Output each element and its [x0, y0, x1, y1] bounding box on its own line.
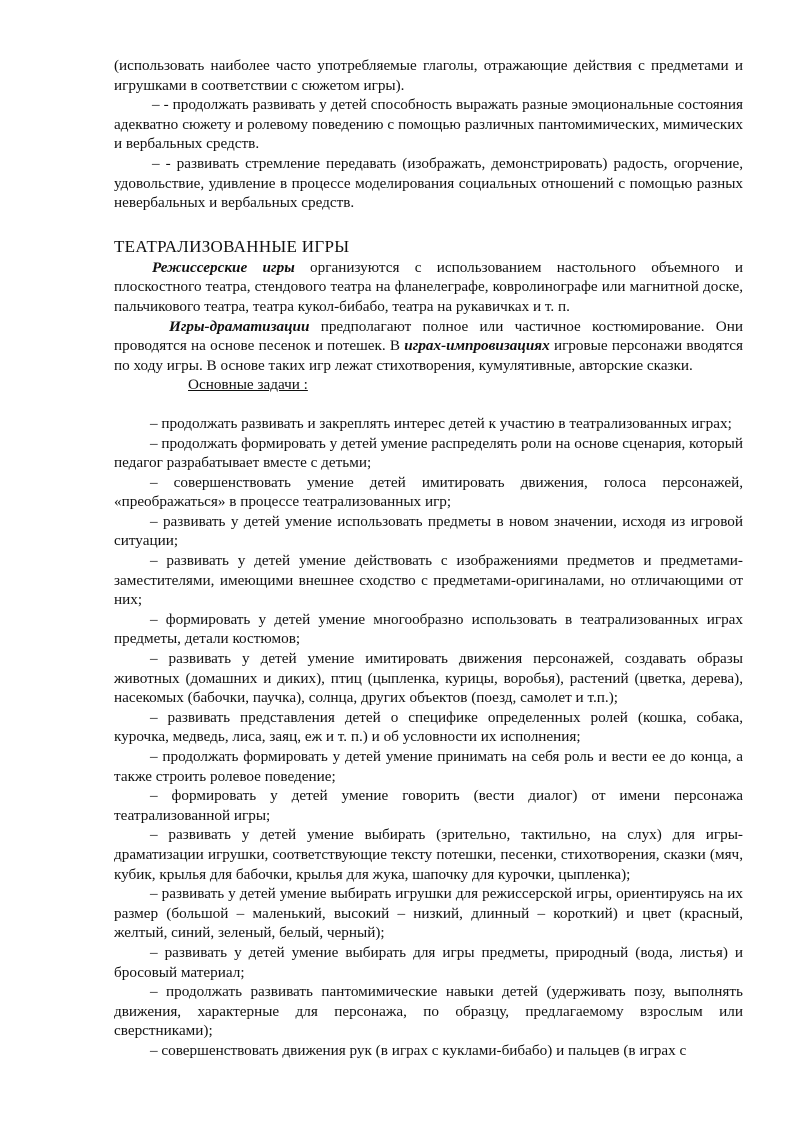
task-item: – совершенствовать движения рук (в играх с куклами-бибабо) и пальцев (в играх с: [150, 1041, 687, 1059]
task-item: – развивать у детей умение использовать предметы в новом значении, исходя из игровой ситуации;: [114, 512, 743, 550]
task-item: – продолжать развивать и закреплять интерес детей к участию в театрализованных играх;: [150, 414, 732, 432]
term-improvisation: играх-импровизациях: [404, 337, 550, 355]
blank-line: [114, 395, 743, 414]
term-dramatization: Игры-драматизации: [169, 317, 310, 335]
term-directors-games: Режиссерские игры: [152, 258, 295, 276]
task-item: – формировать у детей умение говорить (вести диалог) от имени персонажа театрализованной игры;: [114, 787, 743, 824]
dramatization-paragraph: [114, 317, 743, 376]
task-item: – продолжать формировать у детей умение принимать на себя роль и вести ее до конца, а также строить ролевое поведение;: [114, 748, 743, 785]
task-item: – совершенствовать умение детей имитировать движения, голоса персонажей, «преображаться» в процессе театрализованных игр;: [114, 473, 743, 511]
task-item: – развивать представления детей о специфике определенных ролей (кошка, собака, курочка, медведь, лиса, заяц, еж и т. п.) и об условности их исполнения;: [114, 708, 743, 746]
intro-paragraph: (использовать наиболее часто употребляемые глаголы, отражающие действия с предметами и игрушками в соответствии с сюжетом игры).: [114, 57, 743, 94]
tasks-subtitle: Основные задачи :: [188, 376, 308, 394]
paragraph-text: организуются с использованием настольного объемного и плоскостного театра, стендового театра на фланелеграфе, ковролинографе или магнитной доске, пальчикового театра, театра кукол-бибабо, театра на рукавичках и т. п.: [114, 258, 743, 315]
task-item: – развивать у детей умение выбирать (зрительно, тактильно, на слух) для игры-драматизации игрушки, соответствующие тексту потешки, песенки, стихотворения, сказки (мяч, кубик, крылья для бабочки, крылья для жука, шапочку для курочки, цыпленка);: [114, 826, 743, 883]
directors-games-paragraph: [114, 258, 743, 317]
task-item: – развивать у детей умение имитировать движения персонажей, создавать образы животных (домашних и диких), птиц (цыпленка, курицы, воробья), растений (цветка, дерева), насекомых (бабочки, паучка), солнца, других объектов (поезд, самолет и т.п.);: [114, 650, 743, 707]
task-item: – продолжать формировать у детей умение распределять роли на основе сценария, который педагог разрабатывает вместе с детьми;: [114, 434, 743, 472]
task-item: – развивать у детей умение действовать с изображениями предметов и предметами-заместителями, имеющими внешнее сходство с предметами-оригиналами, но отличающими от них;: [114, 552, 743, 609]
paragraph-text: предполагают полное или частичное костюмирование. Они проводятся на основе песенок и потешек. В: [114, 317, 743, 355]
intro-paragraph: – - развивать стремление передавать (изображать, демонстрировать) радость, огорчение, удовольствие, удивление в процессе моделирования социальных отношений с помощью разных невербальных и вербальных средств.: [114, 154, 743, 212]
task-item: – развивать у детей умение выбирать игрушки для режиссерской игры, ориентируясь на их размер (большой – маленький, высокий – низкий, длинный – короткий) и цвет (красный, желтый, синий, зеленый, белый, черный);: [114, 885, 743, 942]
task-item: – развивать у детей умение выбирать для игры предметы, природный (вода, листья) и бросовый материал;: [114, 943, 743, 981]
task-item: – продолжать развивать пантомимические навыки детей (удерживать позу, выполнять движения, характерные для персонажа, по образцу, предлагаемому взрослым или сверстниками);: [114, 983, 743, 1040]
tasks-list: [114, 414, 743, 1061]
section-heading: ТЕАТРАЛИЗОВАННЫЕ ИГРЫ: [114, 236, 350, 256]
task-item: – формировать у детей умение многообразно использовать в театрализованных играх предметы, детали костюмов;: [114, 610, 743, 648]
intro-paragraph: – - продолжать развивать у детей способность выражать разные эмоциональные состояния адекватно сюжету и ролевому поведению с помощью различных пантомимических, мимических и вербальных средств.: [114, 96, 743, 153]
paragraph-text: игровые персонажи вводятся по ходу игры. В основе таких игр лежат стихотворения, кумулятивные, авторские сказки.: [114, 337, 743, 374]
